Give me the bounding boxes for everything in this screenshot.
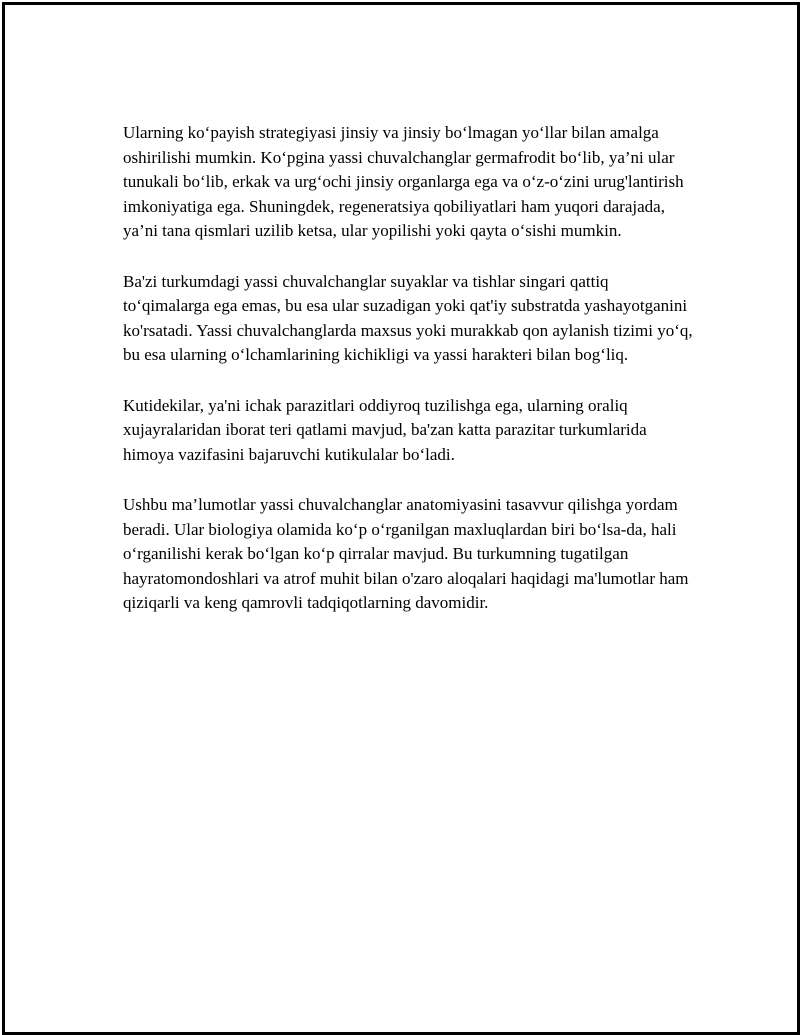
document-body [123, 121, 698, 642]
page-border [2, 2, 800, 1035]
paragraph-conclusion: Ushbu ma’lumotlar yassi chuvalchanglar anatomiyasini tasavvur qilishga yordam beradi. Ular biologiya olamida ko‘p o‘rganilgan maxluqlardan biri bo‘lsa-da, hali o‘rganilishi kerak bo‘lgan ko‘p qirralar mavjud. Bu turkumning tugatilgan hayratomondoshlari va atrof muhit bilan o'zaro aloqalari haqidagi ma'lumotlar ham qiziqarli va keng qamrovli tadqiqotlarning davomidir. [123, 495, 689, 612]
paragraph-parasites: Kutidekilar, ya'ni ichak parazitlari oddiyroq tuzilishga ega, ularning oraliq xujayralaridan iborat teri qatlami mavjud, ba'zan katta parazitar turkumlarida himoya vazifasini bajaruvchi kutikulalar bo‘ladi. [123, 395, 647, 464]
paragraph-anatomy: Ba'zi turkumdagi yassi chuvalchanglar suyaklar va tishlar singari qattiq to‘qimalarga ega emas, bu esa ular suzadigan yoki qat'iy substratda yashayotganini ko'rsatadi. Yassi chuvalchanglarda maxsus yoki murakkab qon aylanish tizimi yo‘q, bu esa ularning o‘lchamlarining kichikligi va yassi harakteri bilan bog‘liq. [123, 271, 693, 364]
paragraph-reproduction: Ularning ko‘payish strategiyasi jinsiy va jinsiy bo‘lmagan yo‘llar bilan amalga oshirilishi mumkin. Ko‘pgina yassi chuvalchanglar germafrodit bo‘lib, ya’ni ular tunukali bo‘lib, erkak va urg‘ochi jinsiy organlarga ega va o‘z-o‘zini urug'lantirish imkoniyatiga ega. Shuningdek, regeneratsiya qobiliyatlari ham yuqori darajada, ya’ni tana qismlari uzilib ketsa, ular yopilishi yoki qayta o‘sishi mumkin. [123, 123, 684, 240]
